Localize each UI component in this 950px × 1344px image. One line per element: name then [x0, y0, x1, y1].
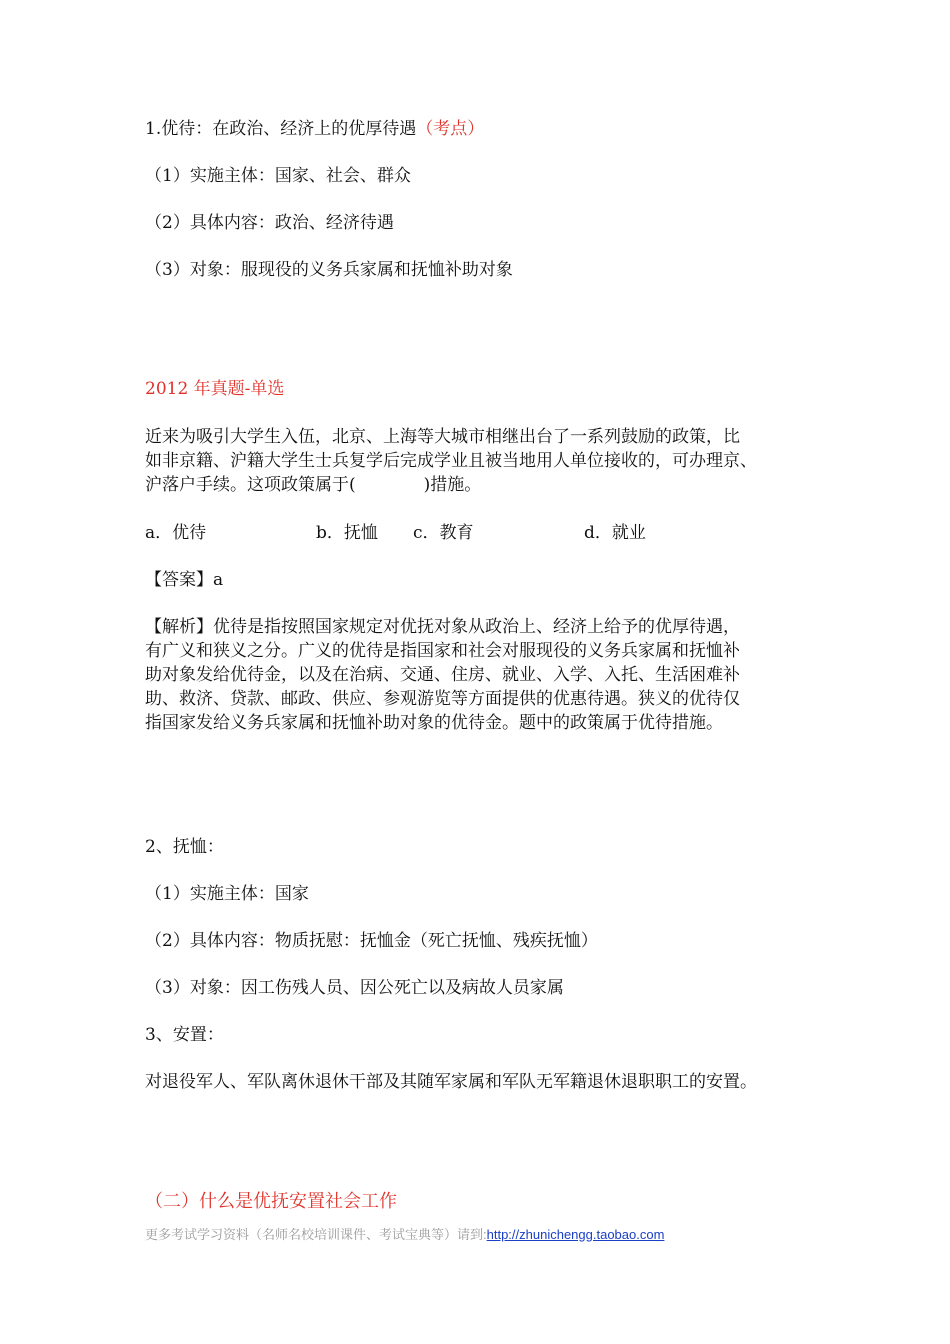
- exam-label: 2012 年真题-单选: [145, 379, 285, 399]
- footer-link[interactable]: http://zhunichengg.taobao.com: [486, 1227, 665, 1242]
- section2-item-3: （3）对象：因工伤残人员、因公死亡以及病故人员家属: [145, 978, 564, 998]
- section1-item-2: （2）具体内容：政治、经济待遇: [145, 213, 394, 233]
- exam-analysis-line-4: 助、救济、贷款、邮政、供应、参观游览等方面提供的优惠待遇。狭义的优待仅: [145, 689, 740, 709]
- exam-question-line-3: 沪落户手续。这项政策属于( )措施。: [145, 475, 482, 495]
- exam-question: [145, 425, 813, 497]
- exam-question-line-1: 近来为吸引大学生入伍，北京、上海等大城市相继出台了一系列鼓励的政策，比: [145, 427, 740, 447]
- heading-2: （二）什么是优抚安置社会工作: [145, 1191, 397, 1212]
- section3-text: 对退役军人、军队离休退休干部及其随军家属和军队无军籍退休退职职工的安置。: [145, 1072, 757, 1092]
- exam-analysis-line-3: 助对象发给优待金，以及在治病、交通、住房、就业、入学、入托、生活困难补: [145, 665, 740, 685]
- section3-title: 3、安置：: [145, 1025, 224, 1045]
- exam-analysis-line-2: 有广义和狭义之分。广义的优待是指国家和社会对服现役的义务兵家属和抚恤补: [145, 641, 740, 661]
- option-b: b．抚恤: [316, 523, 378, 543]
- section1-item-1: （1）实施主体：国家、社会、群众: [145, 166, 411, 186]
- exam-analysis: [145, 615, 813, 735]
- option-c: c．教育: [413, 523, 474, 543]
- footer: [145, 1225, 664, 1245]
- section1-title-text: 1.优待：在政治、经济上的优厚待遇: [145, 119, 417, 139]
- section1-item-3: （3）对象：服现役的义务兵家属和抚恤补助对象: [145, 260, 513, 280]
- exam-analysis-line-5: 指国家发给义务兵家属和抚恤补助对象的优待金。题中的政策属于优待措施。: [145, 713, 723, 733]
- exam-analysis-line-1: 【解析】优待是指按照国家规定对优抚对象从政治上、经济上给予的优厚待遇，: [145, 617, 740, 637]
- section2-item-1: （1）实施主体：国家: [145, 884, 309, 904]
- footer-text: 更多考试学习资料（名师名校培训课件、考试宝典等）请到:: [145, 1227, 487, 1242]
- section2-item-2: （2）具体内容：物质抚慰：抚恤金（死亡抚恤、残疾抚恤）: [145, 931, 598, 951]
- option-a: a．优待: [145, 523, 207, 543]
- section1-title-note: （考点）: [416, 119, 485, 139]
- exam-answer: 【答案】a: [145, 570, 224, 590]
- section1-title: [145, 117, 484, 141]
- option-d: d．就业: [584, 523, 646, 543]
- section2-title: 2、抚恤：: [145, 837, 224, 857]
- exam-question-line-2: 如非京籍、沪籍大学生士兵复学后完成学业且被当地用人单位接收的，可办理京、: [145, 451, 757, 471]
